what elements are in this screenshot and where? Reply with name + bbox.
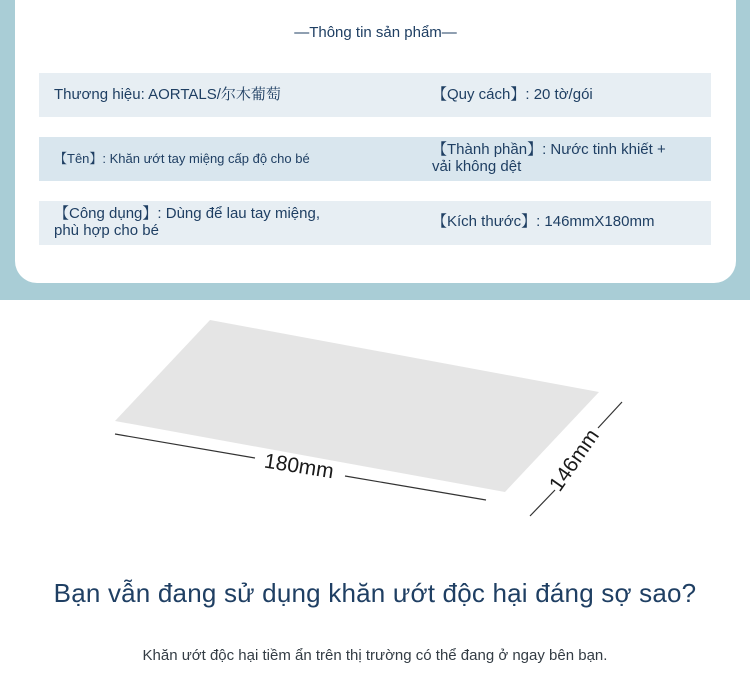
width-label: 146mm [544,425,604,496]
spec-row [39,73,711,117]
ingredients-text [432,141,666,175]
width-line-bottom [530,490,555,516]
width-line-top [598,402,622,428]
usage-text [54,205,320,239]
brand-text: Thương hiệu: AORTALS/尔木葡萄 [54,86,281,103]
subline: Khăn ướt độc hại tiềm ẩn trên thị trường có thể đang ở ngay bên bạn. [142,647,608,664]
length-label: 180mm [262,449,336,484]
ingredients-line-1: 【Thành phần】: Nước tinh khiết + [432,141,666,158]
section-title: —Thông tin sản phẩm— [294,24,457,41]
packaging-text: 【Quy cách】: 20 tờ/gói [432,86,593,103]
usage-line-1: 【Công dụng】: Dùng để lau tay miệng, [54,205,320,222]
usage-line-2: phù hợp cho bé [54,222,159,239]
size-text: 【Kích thước】: 146mmX180mm [432,213,655,230]
ingredients-line-2: vải không dệt [432,158,522,175]
spec-row [39,137,711,181]
headline: Bạn vẫn đang sử dụng khăn ướt độc hại đáng sợ sao? [53,578,697,608]
product-info-card [15,0,736,283]
wipe-sheet-shape [115,320,599,492]
spec-row [39,201,711,245]
wipe-dimension-diagram [0,300,750,540]
name-text: 【Tên】: Khăn ướt tay miệng cấp độ cho bé [54,151,310,166]
